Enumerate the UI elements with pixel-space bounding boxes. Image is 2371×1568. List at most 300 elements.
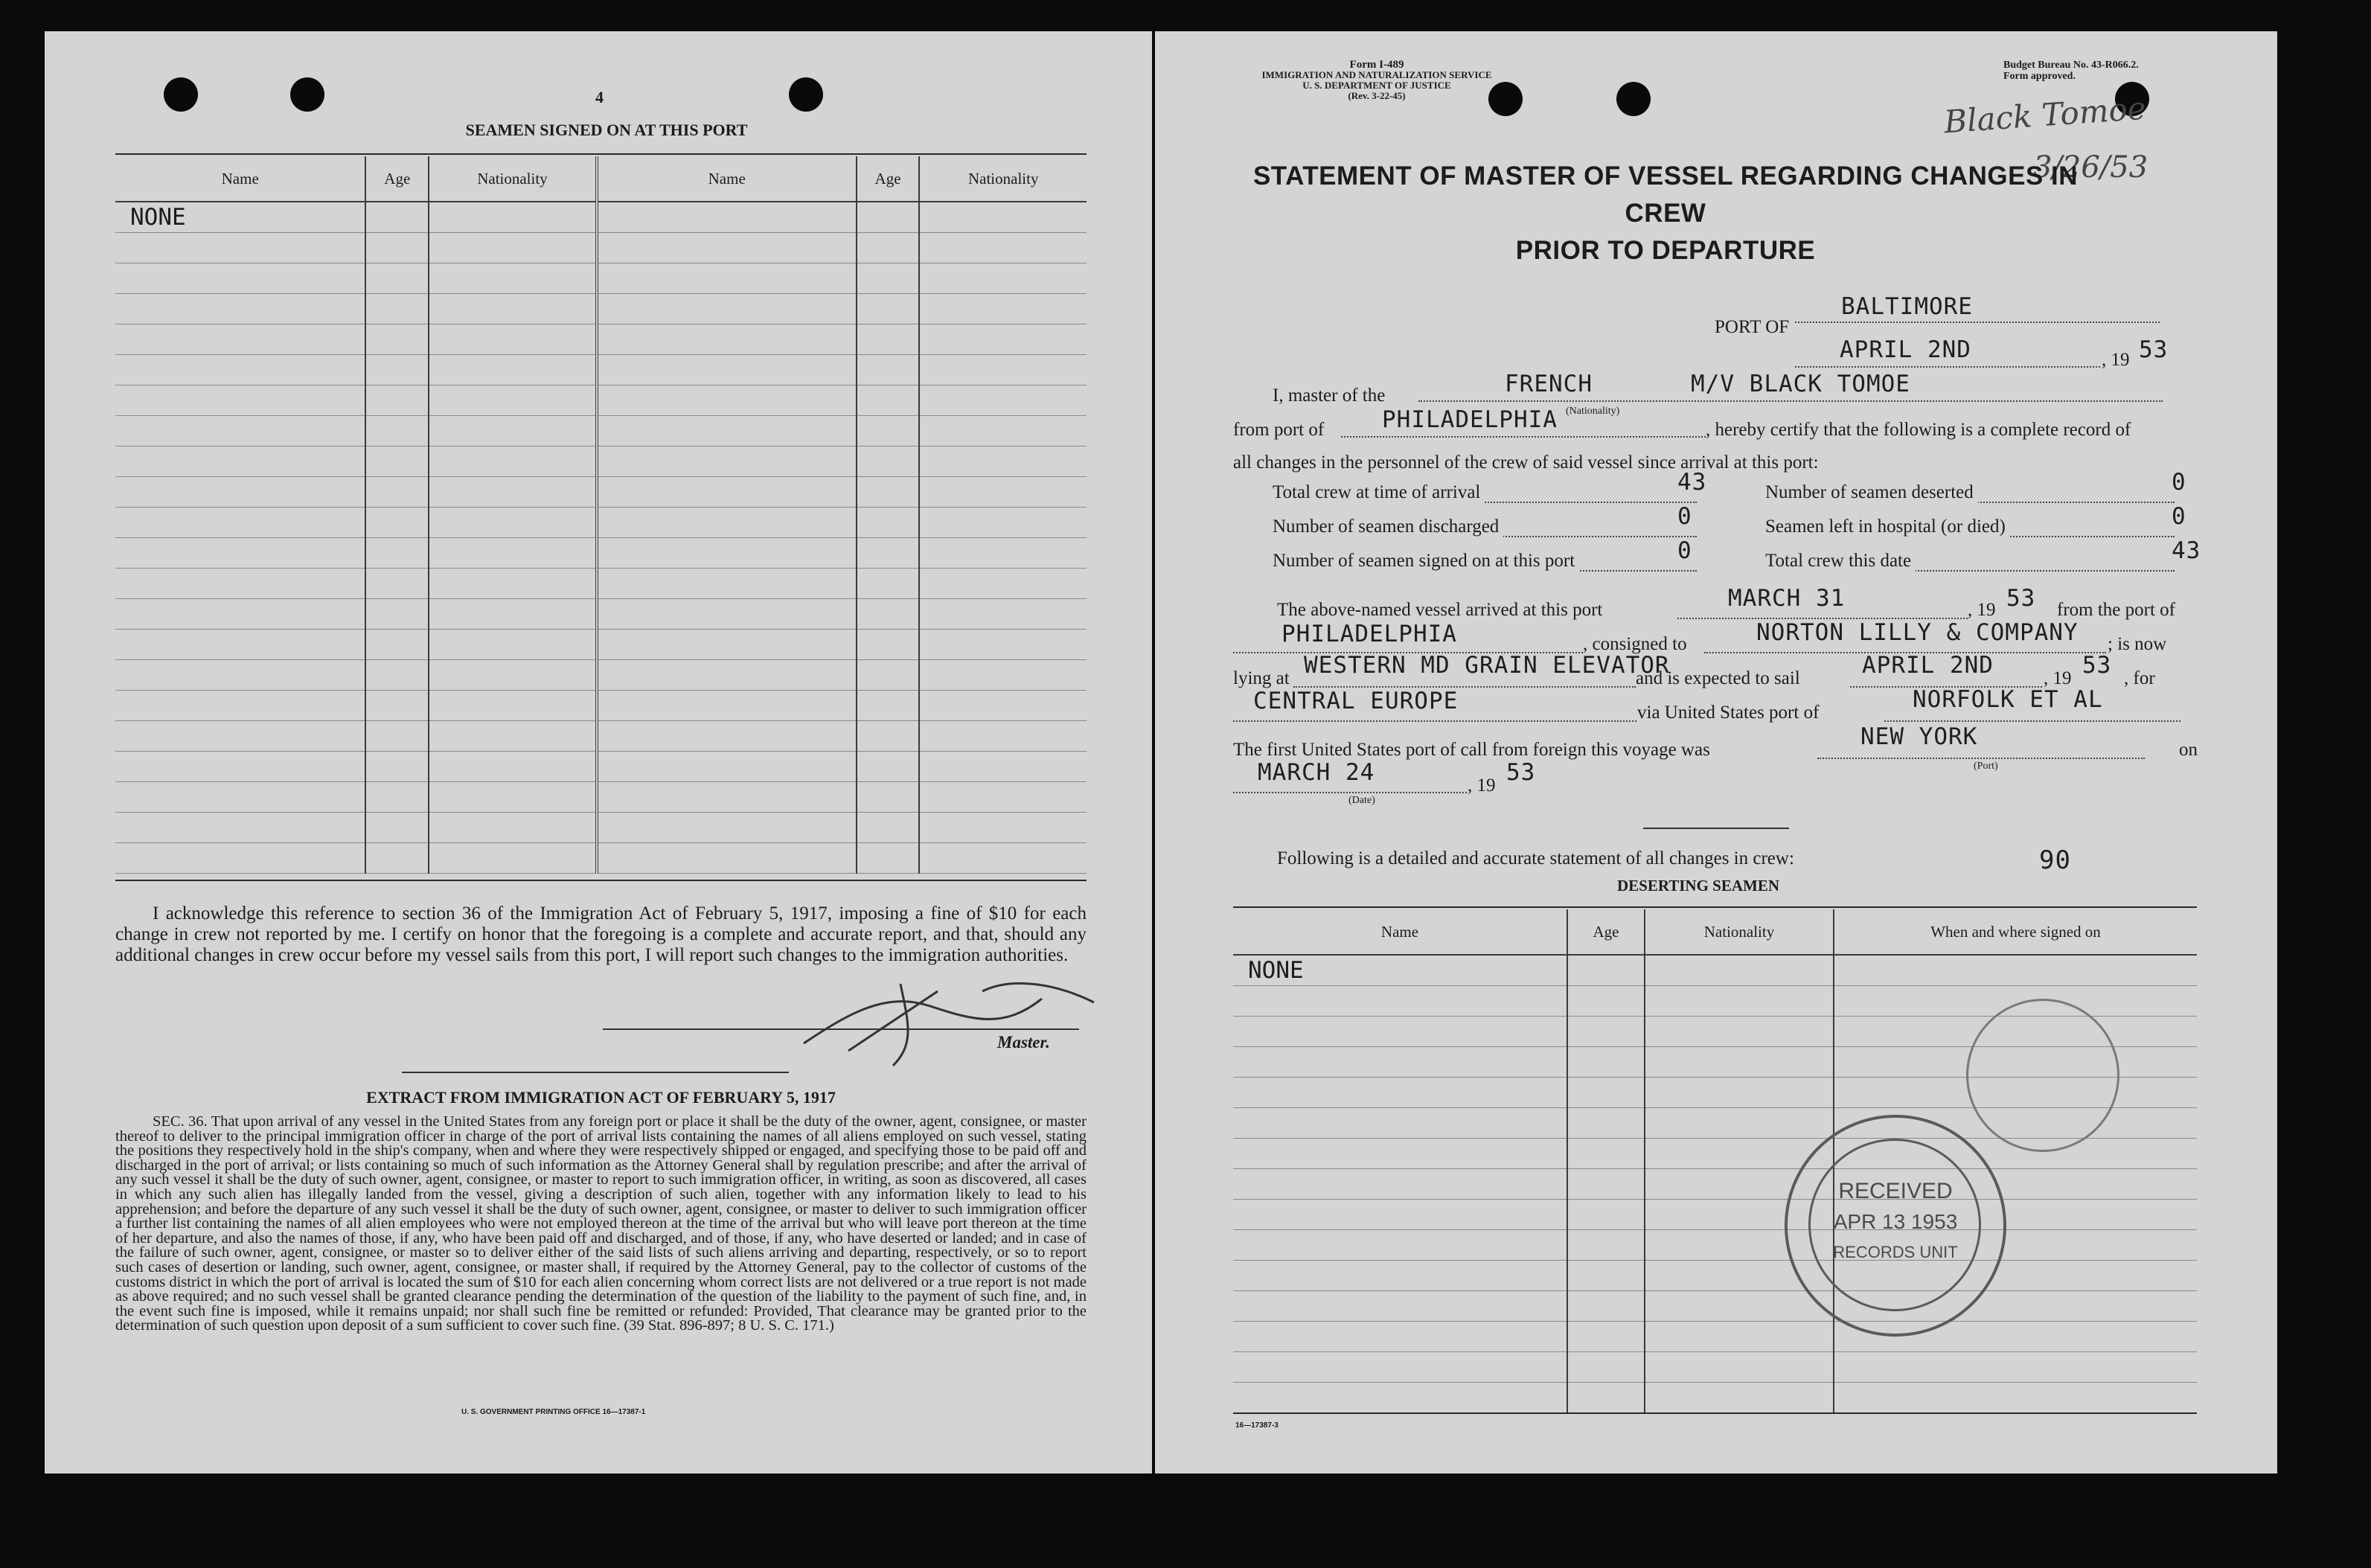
table-cell	[597, 538, 857, 569]
table-cell	[919, 355, 1087, 385]
table-cell	[1645, 955, 1834, 986]
table-cell	[857, 447, 920, 477]
table-cell	[597, 294, 857, 324]
first-date: MARCH 24	[1258, 759, 1375, 786]
table-cell	[597, 202, 857, 233]
table-cell: NONE	[1233, 955, 1567, 986]
table-cell	[857, 385, 920, 416]
col-signed-on: When and where signed on	[1834, 909, 2197, 955]
table-cell	[1834, 1383, 2197, 1413]
table-cell	[1567, 1139, 1645, 1169]
lying-at-label: lying at	[1233, 668, 1290, 688]
table-cell	[1233, 1261, 1567, 1291]
table-cell	[115, 263, 365, 294]
table-cell	[597, 691, 857, 721]
table-cell	[1645, 1322, 1834, 1352]
table-row	[1233, 955, 2197, 986]
signed-on-header: SEAMEN SIGNED ON AT THIS PORT	[465, 121, 748, 139]
table-row	[115, 752, 1087, 782]
table-cell	[365, 843, 429, 874]
form-header	[1235, 60, 1518, 101]
col-nationality: Nationality	[919, 156, 1087, 202]
table-cell	[115, 752, 365, 782]
table-cell	[857, 538, 920, 569]
table-cell	[365, 355, 429, 385]
table-cell	[429, 447, 597, 477]
vessel-value: M/V BLACK TOMOE	[1691, 371, 1910, 397]
table-cell	[857, 294, 920, 324]
table-cell	[919, 691, 1087, 721]
table-cell	[597, 508, 857, 538]
destination: CENTRAL EUROPE	[1253, 688, 1459, 714]
table-cell	[1567, 1078, 1645, 1108]
form-title	[1226, 158, 2105, 269]
port-label: PORT OF	[1715, 317, 1790, 337]
consigned-to-label: , consigned to	[1583, 634, 1687, 654]
table-cell	[365, 447, 429, 477]
is-now-label: ; is now	[2108, 634, 2167, 654]
table-cell	[1567, 1108, 1645, 1139]
first-port-label: The first United States port of call from foreign this voyage was	[1233, 740, 1710, 760]
table-cell	[115, 630, 365, 660]
table-cell	[597, 263, 857, 294]
port-value: BALTIMORE	[1841, 293, 1973, 320]
table-cell	[429, 416, 597, 447]
stat-value: 43	[2172, 537, 2201, 564]
table-cell	[857, 508, 920, 538]
table-cell	[429, 599, 597, 630]
stat-label: Number of seamen discharged	[1273, 516, 1503, 537]
table-cell	[919, 324, 1087, 355]
table-cell	[919, 752, 1087, 782]
table-cell	[365, 782, 429, 813]
table-cell	[115, 508, 365, 538]
table-cell	[597, 385, 857, 416]
table-cell	[1567, 1047, 1645, 1078]
table-cell	[597, 355, 857, 385]
via-port: NORFOLK ET AL	[1913, 686, 2103, 713]
table-cell	[1233, 1017, 1567, 1047]
agency-line: U. S. DEPARTMENT OF JUSTICE	[1302, 80, 1451, 91]
table-cell	[597, 447, 857, 477]
table-cell	[429, 843, 597, 874]
col-name: Name	[597, 156, 857, 202]
table-cell	[919, 630, 1087, 660]
table-cell	[857, 630, 920, 660]
table-cell	[429, 660, 597, 691]
first-year: 53	[1506, 759, 1536, 786]
table-cell	[429, 691, 597, 721]
table-cell	[597, 324, 857, 355]
sail-year-prefix: , 19	[2044, 668, 2072, 688]
table-row	[115, 385, 1087, 416]
table-cell	[919, 202, 1087, 233]
table-cell	[429, 477, 597, 508]
expected-label: and is expected to sail	[1636, 668, 1800, 688]
table-cell	[1233, 1230, 1567, 1261]
table-cell	[429, 355, 597, 385]
table-cell	[365, 721, 429, 752]
table-cell	[1645, 1352, 1834, 1383]
stat-label: Number of seamen signed on at this port	[1273, 551, 1579, 572]
title-line: PRIOR TO DEPARTURE	[1515, 236, 1816, 265]
table-cell	[115, 447, 365, 477]
table-cell	[429, 263, 597, 294]
from-port-label: from port of	[1233, 420, 1325, 440]
table-cell	[1834, 955, 2197, 986]
extract-text: SEC. 36. That upon arrival of any vessel in the United States from any foreign port or place it shall be the duty of the owner, agent, consignee, or master thereof to deliver to the principal immigration officer in charge of the port of arrival lists containing the names of all aliens employed on such vessel, stating the positions they respectively hold in the ship's company, when and where they were respectively shipped or engaged, and specifying those to be paid off and discharged in the port of arrival; or lists containing so much of such information as the Attorney General shall by regulation prescribe; and after the arrival of any such vessel it shall be the duty of such owner, agent, consignee, or master to report to such immigration officer, in writing, as soon as discovered, all cases in which any such alien has illegally landed from the vessel, giving a description of such alien, together with any information likely to lead to his apprehension; and before the departure of any such vessel it shall be the duty of such owner, agent, consignee, or master to deliver to such immigration officer a further list containing the names of all alien employees who were not employed thereon at the time of the arrival but who will leave port thereon at the time of her departure, and also the names of those, if any, who have been paid off and discharged, and of those, if any, who have deserted or landed; and in case of the failure of such owner, agent, consignee, or master so to deliver either of the said lists of such aliens arriving and departing, respectively, or so to report such cases of desertion or landing, such owner, agent, consignee, or master shall, if required by the Attorney General, pay to the collector of customs of the customs district in which the port of arrival is located the sum of $10 for each alien concerning whom correct lists are not delivered or a true report is not made as above required; and no such vessel shall be granted clearance pending the determination of the question of the liability to the payment of such fine, and, in the event such fine is imposed, while it remains unpaid; nor shall such fine be remitted or refunded: Provided, That clearance may be granted prior to the determination of such question upon deposit of a sum sufficient to cover such fine. (39 Stat. 896-897; 8 U. S. C. 171.)	[115, 1113, 1087, 1334]
table-cell	[1567, 1017, 1645, 1047]
table-cell	[857, 660, 920, 691]
col-name: Name	[1233, 909, 1567, 955]
arrived-from: PHILADELPHIA	[1282, 621, 1457, 647]
table-row	[1233, 1322, 2197, 1352]
certify-text-2: all changes in the personnel of the crew of said vessel since arrival at this port:	[1233, 452, 1819, 473]
table-cell	[597, 630, 857, 660]
table-cell	[857, 721, 920, 752]
table-cell	[1567, 1230, 1645, 1261]
table-cell	[857, 691, 920, 721]
nationality-value: FRENCH	[1505, 371, 1593, 397]
table-cell	[857, 324, 920, 355]
master-signature	[759, 961, 1116, 1073]
col-age: Age	[857, 156, 920, 202]
table-cell	[1567, 1169, 1645, 1200]
table-cell	[365, 202, 429, 233]
table-row	[115, 324, 1087, 355]
table-cell	[1567, 1200, 1645, 1230]
table-cell	[1233, 1383, 1567, 1413]
table-cell	[597, 599, 857, 630]
deserting-table	[1233, 909, 2197, 1413]
table-cell	[1567, 1291, 1645, 1322]
table-row	[115, 721, 1087, 752]
stat-label: Total crew this date	[1765, 551, 1916, 572]
table-cell	[597, 721, 857, 752]
master-label: Master.	[997, 1033, 1050, 1052]
arrived-year: 53	[2006, 585, 2036, 612]
table-cell	[1567, 1322, 1645, 1352]
arrived-year-prefix: , 19	[1968, 600, 1996, 620]
table-row	[115, 569, 1087, 599]
table-row	[115, 508, 1087, 538]
handwritten-date: 3/26/53	[2033, 150, 2148, 185]
table-cell	[1233, 1108, 1567, 1139]
table-cell	[919, 569, 1087, 599]
form-id: Form I-489	[1349, 59, 1404, 71]
table-row	[115, 813, 1087, 843]
table-cell	[1567, 1352, 1645, 1383]
stat-value: 43	[1677, 469, 1707, 496]
stat-value: 0	[2172, 469, 2186, 496]
table-cell	[919, 508, 1087, 538]
first-port: NEW YORK	[1860, 723, 1978, 750]
table-cell	[919, 660, 1087, 691]
table-cell	[429, 233, 597, 263]
via-label: via United States port of	[1637, 703, 1820, 723]
table-cell	[857, 233, 920, 263]
table-cell	[857, 813, 920, 843]
table-cell	[597, 782, 857, 813]
table-cell	[115, 691, 365, 721]
table-cell	[429, 721, 597, 752]
table-cell	[1233, 1291, 1567, 1322]
table-cell	[1645, 1078, 1834, 1108]
table-cell	[115, 782, 365, 813]
table-cell	[919, 843, 1087, 874]
printer-line: 16—17387-3	[1235, 1421, 1279, 1430]
stat-label: Number of seamen deserted	[1765, 482, 1978, 503]
table-cell	[919, 782, 1087, 813]
table-cell	[115, 721, 365, 752]
table-cell	[1233, 1139, 1567, 1169]
table-cell	[1233, 1200, 1567, 1230]
table-row	[115, 782, 1087, 813]
table-cell	[115, 324, 365, 355]
table-cell	[365, 263, 429, 294]
table-cell	[429, 508, 597, 538]
table-row	[115, 355, 1087, 385]
table-cell	[365, 508, 429, 538]
acknowledgement-text: I acknowledge this reference to section 36 of the Immigration Act of February 5, 1917, imposing a fine of $10 for each change in crew not reported by me. I certify on honor that the foregoing is a complete and accurate report, and that, should any additional changes in crew occur before my vessel sails from this port, I will report such changes to the immigration authorities.	[115, 903, 1087, 965]
table-cell	[115, 599, 365, 630]
received-stamp	[1785, 1115, 2006, 1337]
table-cell	[857, 782, 920, 813]
table-row	[1233, 1291, 2197, 1322]
table-cell	[597, 752, 857, 782]
lying-at: WESTERN MD GRAIN ELEVATOR	[1304, 652, 1670, 679]
table-cell	[1567, 1383, 1645, 1413]
table-row	[115, 538, 1087, 569]
date-value: APRIL 2ND	[1840, 336, 1971, 363]
port-sub-label: (Port)	[1974, 761, 1998, 772]
table-row	[115, 691, 1087, 721]
table-cell	[1834, 1352, 2197, 1383]
table-row	[115, 202, 1087, 233]
table-cell	[365, 660, 429, 691]
table-cell	[919, 721, 1087, 752]
table-row	[115, 447, 1087, 477]
table-cell	[1567, 1261, 1645, 1291]
table-cell	[1233, 1078, 1567, 1108]
table-cell	[857, 752, 920, 782]
table-cell	[365, 599, 429, 630]
table-cell	[365, 233, 429, 263]
deserting-header: DESERTING SEAMEN	[1616, 877, 1780, 895]
table-cell	[1645, 986, 1834, 1017]
table-cell	[1233, 1047, 1567, 1078]
table-cell	[365, 538, 429, 569]
table-cell	[365, 477, 429, 508]
for-label: , for	[2124, 668, 2155, 688]
col-name: Name	[115, 156, 365, 202]
table-row	[1233, 1383, 2197, 1413]
table-row	[115, 843, 1087, 874]
table-row	[1233, 1169, 2197, 1200]
page-number: 4	[595, 88, 604, 106]
table-cell	[1645, 1017, 1834, 1047]
table-cell: NONE	[115, 202, 365, 233]
table-row	[115, 477, 1087, 508]
col-age: Age	[1567, 909, 1645, 955]
table-cell	[1233, 1352, 1567, 1383]
table-row	[115, 233, 1087, 263]
table-cell	[597, 233, 857, 263]
table-cell	[429, 569, 597, 599]
table-cell	[919, 233, 1087, 263]
table-cell	[365, 294, 429, 324]
punch-hole	[789, 77, 823, 112]
budget-line: Form approved.	[2003, 71, 2076, 82]
punch-hole	[1616, 82, 1651, 116]
master-of-label: I, master of the	[1273, 385, 1386, 406]
table-cell	[1645, 1383, 1834, 1413]
table-cell	[115, 355, 365, 385]
table-row	[115, 294, 1087, 324]
table-cell	[115, 385, 365, 416]
table-cell	[857, 477, 920, 508]
table-cell	[115, 660, 365, 691]
table-row	[1233, 1200, 2197, 1230]
table-cell	[429, 752, 597, 782]
table-cell	[365, 385, 429, 416]
arrived-date: MARCH 31	[1728, 585, 1846, 612]
stamp-unit: RECORDS UNIT	[1833, 1243, 1958, 1261]
title-line: STATEMENT OF MASTER OF VESSEL REGARDING CHANGES IN CREW	[1252, 161, 2079, 228]
on-label: on	[2179, 740, 2198, 760]
table-cell	[919, 416, 1087, 447]
table-cell	[919, 294, 1087, 324]
table-cell	[115, 477, 365, 508]
count-note: 90	[2039, 845, 2071, 875]
handwritten-note: Black Tomoe	[1942, 89, 2148, 141]
faint-stamp	[1966, 999, 2119, 1152]
col-age: Age	[365, 156, 429, 202]
table-cell	[429, 385, 597, 416]
table-cell	[919, 477, 1087, 508]
table-row	[1233, 1352, 2197, 1383]
sail-date: APRIL 2ND	[1862, 652, 1994, 679]
table-cell	[429, 630, 597, 660]
table-cell	[597, 843, 857, 874]
arrived-label: The above-named vessel arrived at this port	[1277, 600, 1603, 620]
table-cell	[597, 660, 857, 691]
table-cell	[857, 202, 920, 233]
from-port-value: PHILADELPHIA	[1382, 406, 1558, 433]
table-cell	[857, 599, 920, 630]
table-cell	[857, 569, 920, 599]
table-cell	[857, 843, 920, 874]
printer-line: U. S. GOVERNMENT PRINTING OFFICE 16—17387-1	[461, 1408, 646, 1416]
right-page	[1155, 31, 2277, 1473]
table-cell	[919, 538, 1087, 569]
table-row	[115, 263, 1087, 294]
stat-value: 0	[1677, 503, 1692, 530]
agency-line: IMMIGRATION AND NATURALIZATION SERVICE	[1261, 69, 1492, 80]
signed-on-table	[115, 156, 1087, 874]
stamp-received: RECEIVED	[1838, 1179, 1953, 1203]
table-row	[115, 660, 1087, 691]
table-cell	[365, 691, 429, 721]
stat-label: Total crew at time of arrival	[1273, 482, 1485, 503]
table-cell	[597, 813, 857, 843]
table-cell	[597, 477, 857, 508]
table-row	[115, 630, 1087, 660]
sail-year: 53	[2082, 652, 2112, 679]
table-cell	[115, 843, 365, 874]
table-cell	[429, 294, 597, 324]
agency-line: (Rev. 3-22-45)	[1348, 90, 1406, 101]
table-cell	[1645, 1047, 1834, 1078]
table-cell	[115, 538, 365, 569]
table-cell	[919, 385, 1087, 416]
table-cell	[919, 813, 1087, 843]
table-row	[1233, 1261, 2197, 1291]
table-cell	[1233, 986, 1567, 1017]
table-cell	[365, 813, 429, 843]
extract-title: EXTRACT FROM IMMIGRATION ACT OF FEBRUARY 5, 1917	[366, 1088, 836, 1107]
table-cell	[857, 416, 920, 447]
col-nationality: Nationality	[429, 156, 597, 202]
table-cell	[1233, 1322, 1567, 1352]
table-cell	[919, 263, 1087, 294]
table-cell	[1233, 1169, 1567, 1200]
date-year-prefix: , 19	[2102, 350, 2130, 370]
table-cell	[1567, 986, 1645, 1017]
stat-value: 0	[2172, 503, 2186, 530]
left-page	[45, 31, 1152, 1473]
stat-label: Seamen left in hospital (or died)	[1765, 516, 2010, 537]
table-cell	[429, 813, 597, 843]
table-cell	[115, 233, 365, 263]
date-sub-label: (Date)	[1348, 795, 1375, 806]
stat-value: 0	[1677, 537, 1692, 564]
table-cell	[115, 294, 365, 324]
table-cell	[365, 416, 429, 447]
table-cell	[429, 538, 597, 569]
table-cell	[857, 355, 920, 385]
stamp-date: APR 13 1953	[1833, 1210, 1958, 1233]
following-text: Following is a detailed and accurate statement of all changes in crew:	[1277, 848, 1794, 868]
table-cell	[919, 447, 1087, 477]
table-cell	[1567, 955, 1645, 986]
table-cell	[365, 324, 429, 355]
table-cell	[919, 599, 1087, 630]
table-row	[1233, 1230, 2197, 1261]
table-cell	[857, 263, 920, 294]
col-nationality: Nationality	[1645, 909, 1834, 955]
table-cell	[115, 416, 365, 447]
punch-hole	[290, 77, 324, 112]
from-port-of-label: from the port of	[2057, 600, 2175, 620]
budget-info	[2003, 60, 2139, 82]
table-cell	[597, 416, 857, 447]
certify-text: , hereby certify that the following is a complete record of	[1706, 420, 2131, 440]
table-row	[115, 599, 1087, 630]
table-row	[115, 416, 1087, 447]
budget-line: Budget Bureau No. 43-R066.2.	[2003, 60, 2139, 71]
table-cell	[365, 630, 429, 660]
punch-hole	[164, 77, 198, 112]
consignee: NORTON LILLY & COMPANY	[1756, 619, 2079, 646]
table-cell	[597, 569, 857, 599]
nationality-sub-label: (Nationality)	[1566, 406, 1620, 417]
first-year-prefix: , 19	[1468, 775, 1496, 796]
date-year: 53	[2139, 336, 2169, 363]
table-cell	[1645, 1108, 1834, 1139]
table-cell	[429, 782, 597, 813]
table-cell	[115, 569, 365, 599]
